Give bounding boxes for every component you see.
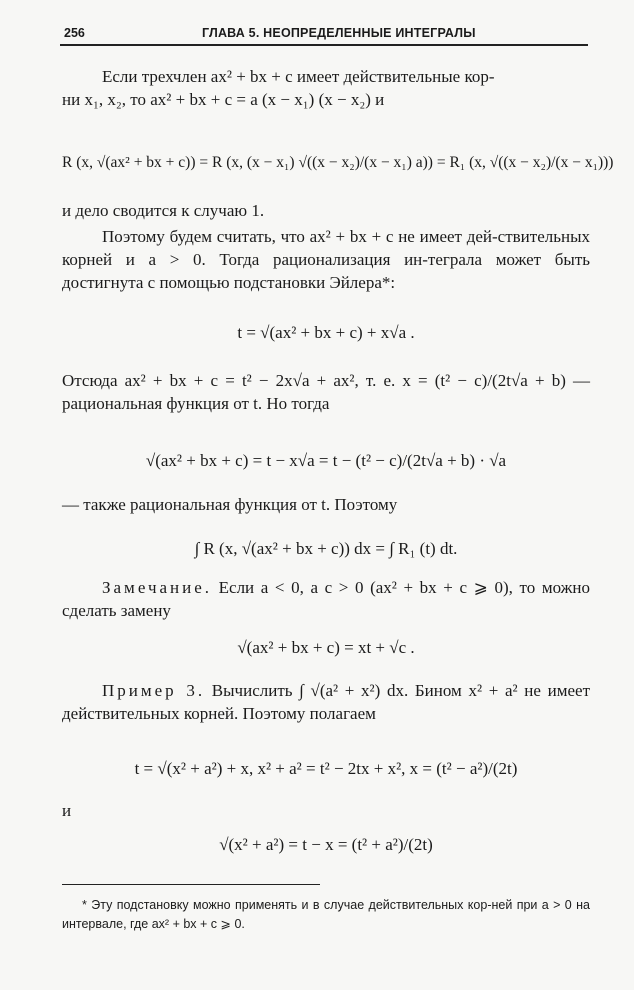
example-text: Вычислить ∫ √(a² + x²) dx. Бином x² + a² не имеет действительных корней. Поэтому полагаем — [62, 681, 590, 723]
remark-label: Замечание. — [102, 578, 213, 597]
paragraph-4-text: Отсюда ax² + bx + c = t² − 2x√a + ax², т. е. x = (t² − c)/(2t√a + b) — рациональная функция от t. Но тогда — [62, 371, 590, 413]
example-label: Пример 3. — [102, 681, 206, 700]
paragraph-3 — [62, 226, 590, 295]
footnote: * Эту подстановку можно применять и в случае действительных кор-ней при a > 0 на интервале, где ax² + bx + c ⩾ 0. — [62, 898, 590, 931]
footnote-separator — [62, 884, 320, 885]
equation-6: t = √(x² + a²) + x, x² + a² = t² − 2tx + x², x = (t² − a²)/(2t) — [134, 759, 518, 778]
equation-4: ∫ R (x, √(ax² + bx + c)) dx = ∫ R₁ (t) dt. — [194, 539, 458, 558]
remark-paragraph — [62, 577, 590, 623]
equation-7: √(x² + a²) = t − x = (t² + a²)/(2t) — [219, 835, 433, 854]
paragraph-2 — [62, 200, 590, 223]
paragraph-2-text: и дело сводится к случаю 1. — [62, 201, 265, 220]
equation-2: t = √(ax² + bx + c) + x√a . — [237, 323, 415, 342]
equation-5: √(ax² + bx + c) = xt + √c . — [237, 638, 415, 657]
page-number: 256 — [64, 26, 85, 40]
equation-3: √(ax² + bx + c) = t − x√a = t − (t² − c)/(2t√a + b) · √a — [145, 451, 507, 470]
paragraph-6-text: и — [62, 801, 72, 820]
example-paragraph — [62, 680, 590, 726]
equation-1: R (x, √(ax² + bx + c)) = R (x, (x − x₁) √((x − x₂)/(x − x₁) a)) = R₁ (x, √((x − x₂)/(x − x₁))) — [62, 154, 614, 171]
running-header — [60, 22, 588, 46]
paragraph-4 — [62, 370, 590, 416]
paragraph-1-line-1: Если трехчлен ax² + bx + c имеет действительные кор- — [102, 67, 495, 86]
paragraph-1 — [62, 66, 590, 112]
paragraph-3-text: Поэтому будем считать, что ax² + bx + c не имеет дей-ствительных корней и a > 0. Тогда рационализация ин-теграла может быть достигнута с помощью подстановки Эйлера*: — [62, 227, 590, 292]
paragraph-5-text: — также рациональная функция от t. Поэтому — [62, 495, 398, 514]
paragraph-5 — [62, 494, 590, 517]
chapter-title: ГЛАВА 5. НЕОПРЕДЕЛЕННЫЕ ИНТЕГРАЛЫ — [202, 26, 476, 40]
remark-text: Если a < 0, а c > 0 (ax² + bx + c ⩾ 0), то можно сделать замену — [62, 578, 590, 620]
paragraph-6 — [62, 800, 590, 823]
paragraph-1-line-2: ни x₁, x₂, то ax² + bx + c = a (x − x₁) (x − x₂) и — [62, 89, 385, 109]
